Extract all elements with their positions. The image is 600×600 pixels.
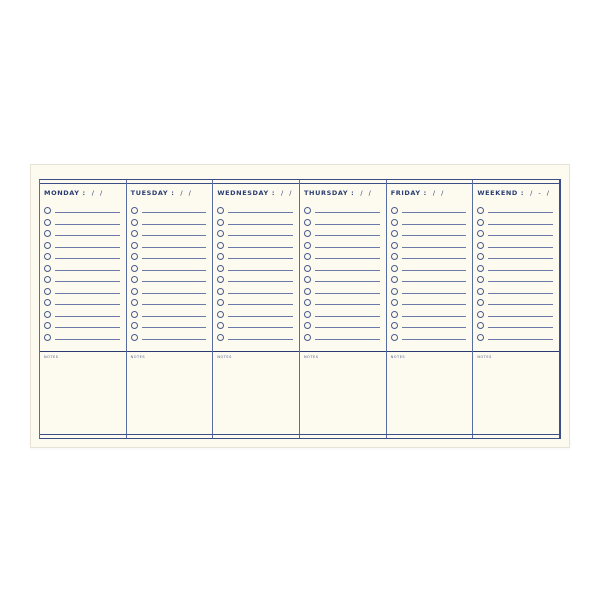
task-checkbox[interactable]	[391, 276, 398, 283]
task-list	[131, 205, 207, 343]
task-line[interactable]	[488, 224, 553, 225]
day-header	[477, 189, 551, 197]
task-line[interactable]	[315, 270, 380, 271]
task-row	[44, 286, 120, 298]
task-checkbox[interactable]	[304, 334, 311, 341]
task-row	[44, 251, 120, 263]
task-line[interactable]	[488, 247, 553, 248]
task-row	[131, 297, 207, 309]
task-line[interactable]	[55, 304, 120, 305]
task-line[interactable]	[402, 258, 467, 259]
task-checkbox[interactable]	[44, 219, 51, 226]
task-checkbox[interactable]	[217, 334, 224, 341]
task-line[interactable]	[402, 316, 467, 317]
task-row	[217, 286, 293, 298]
task-row	[304, 205, 380, 217]
task-line[interactable]	[315, 281, 380, 282]
day-header	[44, 189, 104, 197]
task-line[interactable]	[142, 304, 207, 305]
day-separator: :	[82, 189, 86, 197]
task-line[interactable]	[228, 316, 293, 317]
task-line[interactable]	[142, 247, 207, 248]
task-checkbox[interactable]	[304, 322, 311, 329]
task-checkbox[interactable]	[477, 207, 484, 214]
task-checkbox[interactable]	[44, 322, 51, 329]
task-line[interactable]	[488, 293, 553, 294]
task-row	[44, 217, 120, 229]
task-row	[217, 297, 293, 309]
task-row	[217, 274, 293, 286]
task-row	[217, 228, 293, 240]
task-checkbox[interactable]	[44, 230, 51, 237]
day-date-field[interactable]: / /	[281, 189, 294, 197]
task-checkbox[interactable]	[217, 265, 224, 272]
notes-label: NOTES	[304, 355, 319, 359]
task-row	[304, 263, 380, 275]
task-line[interactable]	[142, 270, 207, 271]
task-checkbox[interactable]	[44, 288, 51, 295]
task-line[interactable]	[228, 247, 293, 248]
task-row	[304, 274, 380, 286]
task-line[interactable]	[315, 235, 380, 236]
task-checkbox[interactable]	[304, 311, 311, 318]
task-row	[391, 332, 467, 344]
task-line[interactable]	[55, 258, 120, 259]
task-line[interactable]	[402, 327, 467, 328]
task-row	[131, 240, 207, 252]
notes-divider	[300, 351, 386, 352]
task-line[interactable]	[142, 212, 207, 213]
task-row	[131, 274, 207, 286]
task-checkbox[interactable]	[217, 288, 224, 295]
task-checkbox[interactable]	[304, 299, 311, 306]
task-checkbox[interactable]	[477, 276, 484, 283]
task-checkbox[interactable]	[217, 311, 224, 318]
task-line[interactable]	[228, 235, 293, 236]
task-checkbox[interactable]	[477, 265, 484, 272]
day-column-thursday	[300, 180, 387, 438]
task-row	[217, 217, 293, 229]
task-row	[477, 205, 553, 217]
task-line[interactable]	[228, 212, 293, 213]
task-line[interactable]	[142, 316, 207, 317]
task-checkbox[interactable]	[477, 311, 484, 318]
task-row	[217, 205, 293, 217]
task-row	[304, 228, 380, 240]
task-line[interactable]	[488, 304, 553, 305]
task-row	[391, 320, 467, 332]
day-column-weekend	[473, 180, 561, 438]
task-line[interactable]	[402, 224, 467, 225]
task-row	[304, 332, 380, 344]
task-line[interactable]	[142, 281, 207, 282]
task-list	[44, 205, 120, 343]
task-checkbox[interactable]	[44, 334, 51, 341]
day-header	[304, 189, 373, 197]
task-line[interactable]	[315, 258, 380, 259]
task-line[interactable]	[402, 247, 467, 248]
task-checkbox[interactable]	[44, 265, 51, 272]
task-list	[217, 205, 293, 343]
notes-divider	[127, 351, 213, 352]
task-checkbox[interactable]	[391, 207, 398, 214]
task-checkbox[interactable]	[391, 322, 398, 329]
day-label: THURSDAY	[304, 189, 349, 197]
day-label: WEDNESDAY	[217, 189, 269, 197]
task-line[interactable]	[488, 258, 553, 259]
task-row	[391, 240, 467, 252]
task-row	[477, 263, 553, 275]
task-checkbox[interactable]	[131, 334, 138, 341]
task-row	[217, 251, 293, 263]
task-checkbox[interactable]	[217, 207, 224, 214]
task-checkbox[interactable]	[477, 242, 484, 249]
task-row	[304, 217, 380, 229]
task-line[interactable]	[228, 258, 293, 259]
task-row	[44, 320, 120, 332]
task-line[interactable]	[315, 304, 380, 305]
day-separator: :	[520, 189, 525, 197]
task-checkbox[interactable]	[391, 311, 398, 318]
task-row	[131, 286, 207, 298]
task-line[interactable]	[402, 270, 467, 271]
task-checkbox[interactable]	[477, 334, 484, 341]
day-label: WEEKEND	[477, 189, 518, 197]
task-checkbox[interactable]	[391, 265, 398, 272]
task-line[interactable]	[55, 327, 120, 328]
day-header	[217, 189, 293, 197]
task-line[interactable]	[402, 304, 467, 305]
task-line[interactable]	[315, 212, 380, 213]
day-column-wednesday	[213, 180, 300, 438]
task-checkbox[interactable]	[217, 253, 224, 260]
day-label: TUESDAY	[130, 189, 169, 197]
task-line[interactable]	[402, 339, 467, 340]
task-row	[304, 320, 380, 332]
day-column-monday	[40, 180, 127, 438]
task-line[interactable]	[142, 224, 207, 225]
task-checkbox[interactable]	[217, 276, 224, 283]
task-row	[391, 309, 467, 321]
task-line[interactable]	[402, 212, 467, 213]
task-checkbox[interactable]	[131, 299, 138, 306]
task-row	[477, 274, 553, 286]
task-line[interactable]	[55, 270, 120, 271]
task-checkbox[interactable]	[477, 322, 484, 329]
task-row	[217, 309, 293, 321]
task-row	[131, 217, 207, 229]
task-checkbox[interactable]	[44, 253, 51, 260]
task-checkbox[interactable]	[131, 288, 138, 295]
task-row	[304, 240, 380, 252]
task-line[interactable]	[55, 293, 120, 294]
task-checkbox[interactable]	[391, 334, 398, 341]
notes-divider	[387, 351, 473, 352]
task-checkbox[interactable]	[131, 322, 138, 329]
day-separator: :	[351, 189, 355, 197]
task-line[interactable]	[55, 316, 120, 317]
task-checkbox[interactable]	[217, 230, 224, 237]
task-row	[304, 309, 380, 321]
day-column-friday	[387, 180, 474, 438]
task-checkbox[interactable]	[44, 276, 51, 283]
task-checkbox[interactable]	[44, 207, 51, 214]
task-row	[477, 240, 553, 252]
task-row	[477, 297, 553, 309]
task-checkbox[interactable]	[44, 242, 51, 249]
task-checkbox[interactable]	[304, 207, 311, 214]
notes-label: NOTES	[44, 355, 59, 359]
task-checkbox[interactable]	[131, 219, 138, 226]
task-checkbox[interactable]	[477, 288, 484, 295]
task-checkbox[interactable]	[304, 219, 311, 226]
task-row	[131, 251, 207, 263]
task-list	[304, 205, 380, 343]
task-row	[44, 205, 120, 217]
task-line[interactable]	[402, 293, 467, 294]
task-checkbox[interactable]	[131, 253, 138, 260]
week-grid	[39, 179, 561, 439]
task-checkbox[interactable]	[44, 299, 51, 306]
task-row	[217, 263, 293, 275]
task-checkbox[interactable]	[304, 276, 311, 283]
task-line[interactable]	[142, 293, 207, 294]
task-line[interactable]	[315, 327, 380, 328]
task-line[interactable]	[142, 327, 207, 328]
task-row	[304, 251, 380, 263]
task-checkbox[interactable]	[217, 322, 224, 329]
notes-label: NOTES	[130, 355, 146, 359]
task-line[interactable]	[315, 339, 380, 340]
notes-label: NOTES	[217, 355, 232, 359]
task-checkbox[interactable]	[391, 242, 398, 249]
task-row	[391, 251, 467, 263]
task-row	[477, 332, 553, 344]
task-row	[217, 320, 293, 332]
task-line[interactable]	[228, 304, 293, 305]
task-line[interactable]	[315, 316, 380, 317]
weekly-planner-pad	[30, 164, 570, 448]
task-row	[391, 286, 467, 298]
task-row	[477, 286, 553, 298]
task-row	[477, 217, 553, 229]
task-checkbox[interactable]	[44, 311, 51, 318]
task-line[interactable]	[228, 281, 293, 282]
task-line[interactable]	[142, 258, 207, 259]
task-row	[131, 332, 207, 344]
task-row	[391, 228, 467, 240]
task-line[interactable]	[488, 327, 553, 328]
day-label: FRIDAY	[390, 189, 421, 197]
task-checkbox[interactable]	[304, 288, 311, 295]
task-line[interactable]	[55, 212, 120, 213]
task-line[interactable]	[488, 270, 553, 271]
day-label: MONDAY	[44, 189, 80, 197]
task-line[interactable]	[402, 235, 467, 236]
task-line[interactable]	[228, 224, 293, 225]
task-line[interactable]	[488, 281, 553, 282]
task-checkbox[interactable]	[131, 276, 138, 283]
day-column-tuesday	[127, 180, 214, 438]
task-line[interactable]	[55, 339, 120, 340]
task-list	[477, 205, 553, 343]
task-checkbox[interactable]	[304, 253, 311, 260]
task-checkbox[interactable]	[304, 230, 311, 237]
task-checkbox[interactable]	[391, 299, 398, 306]
notes-label: NOTES	[390, 355, 406, 359]
day-date-field[interactable]: / /	[180, 189, 193, 197]
task-checkbox[interactable]	[304, 242, 311, 249]
task-checkbox[interactable]	[477, 253, 484, 260]
notes-label: NOTES	[477, 355, 492, 359]
task-row	[304, 297, 380, 309]
task-row	[217, 240, 293, 252]
task-row	[391, 217, 467, 229]
task-row	[391, 205, 467, 217]
task-line[interactable]	[315, 224, 380, 225]
task-checkbox[interactable]	[131, 265, 138, 272]
task-line[interactable]	[315, 293, 380, 294]
task-line[interactable]	[228, 339, 293, 340]
task-checkbox[interactable]	[477, 230, 484, 237]
day-date-field[interactable]: / - /	[530, 189, 551, 197]
task-row	[44, 332, 120, 344]
task-checkbox[interactable]	[217, 242, 224, 249]
task-row	[44, 240, 120, 252]
task-checkbox[interactable]	[391, 288, 398, 295]
task-line[interactable]	[488, 235, 553, 236]
task-line[interactable]	[55, 281, 120, 282]
task-line[interactable]	[142, 235, 207, 236]
notes-divider	[40, 351, 126, 352]
day-date-field[interactable]: / /	[360, 189, 373, 197]
task-checkbox[interactable]	[131, 242, 138, 249]
task-checkbox[interactable]	[304, 265, 311, 272]
task-line[interactable]	[402, 281, 467, 282]
task-row	[131, 263, 207, 275]
task-row	[217, 332, 293, 344]
task-line[interactable]	[142, 339, 207, 340]
task-line[interactable]	[315, 247, 380, 248]
task-row	[131, 320, 207, 332]
task-checkbox[interactable]	[217, 219, 224, 226]
notes-divider	[213, 351, 299, 352]
task-list	[391, 205, 467, 343]
day-date-field[interactable]: / /	[91, 189, 105, 197]
task-checkbox[interactable]	[477, 219, 484, 226]
task-checkbox[interactable]	[391, 219, 398, 226]
task-row	[391, 274, 467, 286]
task-row	[477, 251, 553, 263]
task-line[interactable]	[55, 247, 120, 248]
task-row	[44, 274, 120, 286]
task-checkbox[interactable]	[131, 230, 138, 237]
task-line[interactable]	[55, 235, 120, 236]
day-separator: :	[271, 189, 276, 197]
task-line[interactable]	[228, 327, 293, 328]
day-separator: :	[171, 189, 175, 197]
task-checkbox[interactable]	[391, 230, 398, 237]
day-date-field[interactable]: / /	[432, 189, 446, 197]
task-row	[44, 297, 120, 309]
task-line[interactable]	[488, 339, 553, 340]
task-line[interactable]	[228, 293, 293, 294]
task-row	[304, 286, 380, 298]
day-separator: :	[423, 189, 427, 197]
task-row	[131, 205, 207, 217]
task-row	[44, 228, 120, 240]
task-checkbox[interactable]	[477, 299, 484, 306]
task-row	[44, 263, 120, 275]
task-checkbox[interactable]	[217, 299, 224, 306]
task-row	[477, 320, 553, 332]
task-line[interactable]	[55, 224, 120, 225]
task-row	[131, 228, 207, 240]
task-checkbox[interactable]	[391, 253, 398, 260]
task-checkbox[interactable]	[131, 207, 138, 214]
task-row	[477, 309, 553, 321]
task-row	[391, 263, 467, 275]
day-header	[391, 189, 446, 197]
task-row	[477, 228, 553, 240]
task-line[interactable]	[488, 316, 553, 317]
task-row	[131, 309, 207, 321]
task-row	[44, 309, 120, 321]
day-header	[131, 189, 193, 197]
task-line[interactable]	[228, 270, 293, 271]
notes-divider	[473, 351, 559, 352]
task-line[interactable]	[488, 212, 553, 213]
task-checkbox[interactable]	[131, 311, 138, 318]
task-row	[391, 297, 467, 309]
